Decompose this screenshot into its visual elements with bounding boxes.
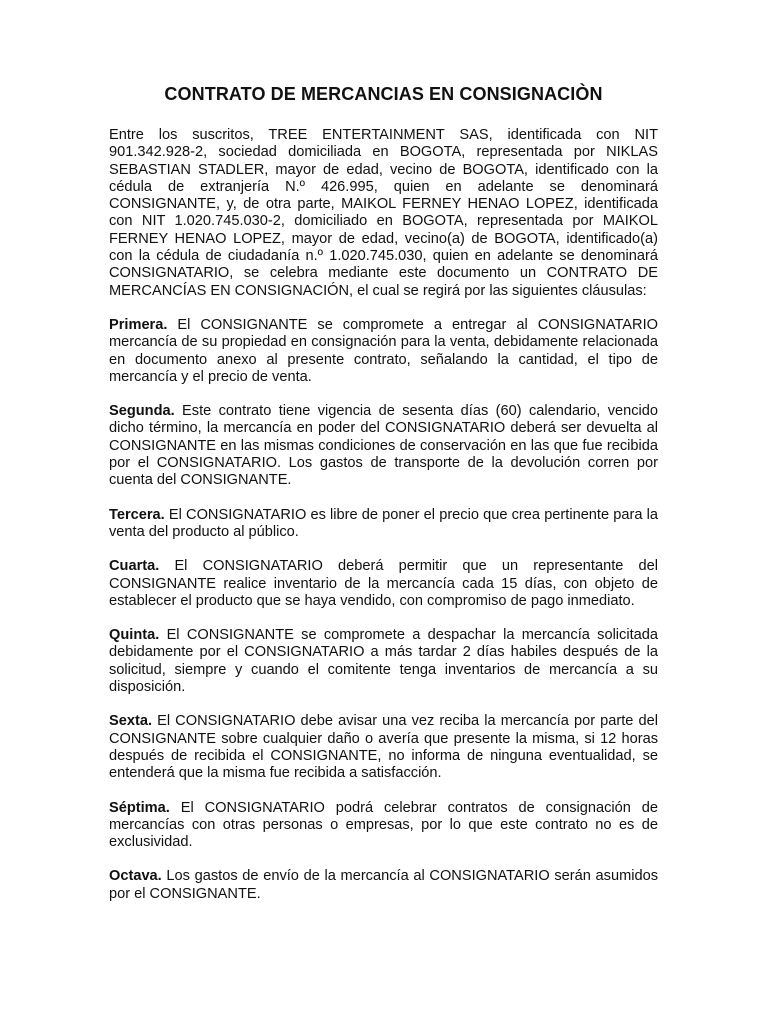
intro-paragraph: Entre los suscritos, TREE ENTERTAINMENT SAS, identificada con NIT 901.342.928-2, sociedad domiciliada en BOGOTA, representada por NIKLAS SEBASTIAN STADLER, mayor de edad, vecino de BOGOTA, identificado con la cédula de extranjería N.º 426.995, quien en adelante se denominará CONSIGNANTE, y, de otra parte, MAIKOL FERNEY HENAO LOPEZ, identificada con NIT 1.020.745.030-2, domiciliado en BOGOTA, representada por MAIKOL FERNEY HENAO LOPEZ, mayor de edad, vecino(a) de BOGOTA, identificado(a) con la cédula de ciudadanía n.º 1.020.745.030, quien en adelante se denominará CONSIGNATARIO, se celebra mediante este documento un CONTRATO DE MERCANCÍAS EN CONSIGNACIÓN, el cual se regirá por las siguientes cláusulas: [109,127,658,299]
clause-text: El CONSIGNATARIO deberá permitir que un representante del CONSIGNANTE realice inventario de la mercancía cada 15 días, con objeto de establecer el producto que se haya vendido, con compromiso de pago inmediato. [109,558,658,609]
clause-heading: Quinta. [109,627,160,644]
clause-heading: Tercera. [109,506,165,523]
clause-text: Este contrato tiene vigencia de sesenta días (60) calendario, vencido dicho término, la mercancía en poder del CONSIGNATARIO deberá ser devuelta al CONSIGNANTE en las mismas condiciones de conservación en las que fue recibida por el CONSIGNATARIO. Los gastos de transporte de la devolución corren por cuenta del CONSIGNANTE. [109,403,658,489]
clause-segunda [109,403,658,489]
clause-heading: Sexta. [109,713,152,730]
clause-septima [109,800,658,852]
clause-octava [109,868,658,903]
clause-sexta [109,713,658,782]
clause-primera [109,317,658,386]
clause-heading: Primera. [109,316,168,333]
clause-text: El CONSIGNANTE se compromete a entregar al CONSIGNATARIO mercancía de su propiedad en consignación para la venta, debidamente relacionada en documento anexo al presente contrato, señalando la cantidad, el tipo de mercancía y el precio de venta. [109,316,658,385]
clause-heading: Octava. [109,868,162,885]
clause-tercera [109,507,658,542]
document-page [109,84,658,920]
clause-quinta [109,627,658,696]
document-title: CONTRATO DE MERCANCIAS EN CONSIGNACIÒN [164,84,603,104]
clause-heading: Cuarta. [109,558,160,575]
clause-text: El CONSIGNATARIO es libre de poner el precio que crea pertinente para la venta del producto al público. [109,506,658,540]
clause-text: Los gastos de envío de la mercancía al CONSIGNATARIO serán asumidos por el CONSIGNANTE. [109,868,658,902]
clause-heading: Séptima. [109,799,170,816]
clause-cuarta [109,558,658,610]
clause-text: El CONSIGNANTE se compromete a despachar la mercancía solicitada debidamente por el CONSIGNATARIO a más tardar 2 días habiles después de la solicitud, siempre y cuando el comitente tenga inventarios de mercancía a su disposición. [109,627,658,696]
clause-text: El CONSIGNATARIO debe avisar una vez reciba la mercancía por parte del CONSIGNANTE sobre cualquier daño o avería que presente la misma, si 12 horas después de recibida el CONSIGNANTE, no informa de ninguna eventualidad, se entenderá que la misma fue recibida a satisfacción. [109,713,658,782]
clause-text: El CONSIGNATARIO podrá celebrar contratos de consignación de mercancías con otras personas o empresas, por lo que este contrato no es de exclusividad. [109,799,658,851]
clause-heading: Segunda. [109,403,175,420]
